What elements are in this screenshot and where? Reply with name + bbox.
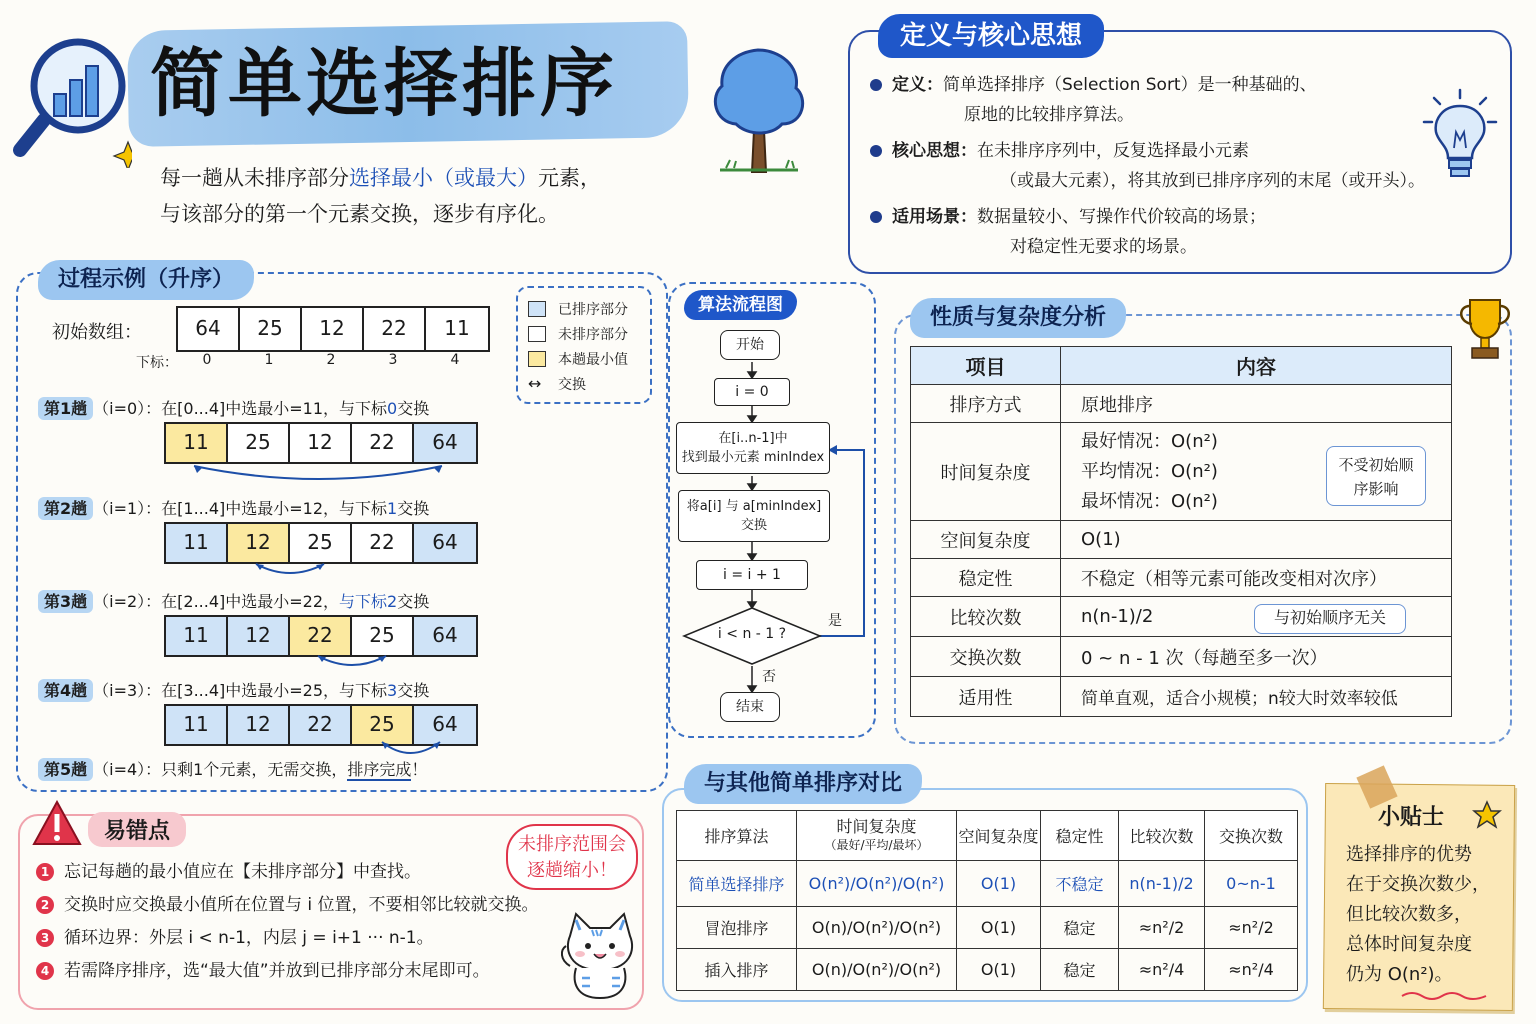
time-note: 不受初始顺序影响 [1326, 446, 1426, 506]
legend-swatch [528, 301, 546, 317]
properties-table [910, 346, 1452, 717]
legend-item: 未排序部分 [528, 321, 640, 346]
core-idea-item: 核心思想：在未排序序列中，反复选择最小元素 （或最大元素），将其放到已排序序列的末尾（或开头）。 [870, 136, 1490, 196]
cat-icon [556, 906, 644, 1002]
index-value: 0 [202, 352, 212, 368]
array-cell: 11 [166, 524, 228, 562]
warning-icon [32, 800, 82, 846]
flowchart-swap: 将a[i] 与 a[minIndex] 交换 [678, 490, 830, 542]
swap-arrow-icon [250, 560, 330, 580]
subtitle-line1-highlight: 选择最小（或最大） [349, 166, 538, 190]
tip-underline [1400, 990, 1490, 1002]
mistakes-heading: 易错点 [88, 812, 186, 847]
array-cell: 64 [414, 617, 476, 655]
subtitle-line2: 与该部分的第一个元素交换，逐步有序化。 [160, 202, 559, 226]
table-header: 时间复杂度 （最好/平均/最坏） [797, 811, 957, 861]
flowchart-find: 在[i..n-1]中 找到最小元素 minIndex [676, 422, 830, 474]
table-header: 稳定性 [1041, 811, 1119, 861]
flowchart-condition-label: i < n - 1 ? [717, 626, 787, 642]
table-header: 项目 [911, 347, 1061, 385]
tip-text: 选择排序的优势 在于交换次数少， 但比较次数多， 总体时间复杂度 仍为 O(n²)。 [1346, 844, 1490, 985]
definition-list [870, 70, 1490, 268]
array-cell: 64 [414, 524, 476, 562]
swap-arrow-icon [180, 462, 460, 486]
step-4-label: 第4趟 （i=3）：在[3...4]中选最小=25，与下标3交换 [38, 678, 429, 701]
array-cell: 64 [178, 308, 240, 350]
process-heading: 过程示例（升序） [38, 260, 254, 300]
array-cell: 25 [352, 617, 414, 655]
array-cell: 12 [290, 424, 352, 462]
step-3-array [164, 615, 478, 657]
array-cell: 64 [414, 706, 476, 744]
array-cell: 12 [228, 617, 290, 655]
swap-arrow-icon: ↔ [528, 374, 542, 393]
index-value: 3 [388, 352, 398, 368]
subtitle-line1-a: 每一趟从未排序部分 [160, 166, 349, 190]
table-header: 空间复杂度 [957, 811, 1041, 861]
table-header: 内容 [1061, 347, 1452, 385]
step-3-label: 第3趟 （i=2）：在[2...4]中选最小=22，与下标2交换 [38, 589, 429, 612]
definition-heading: 定义与核心思想 [878, 14, 1104, 58]
flowchart-yes-label: 是 [828, 613, 842, 629]
comparison-table [676, 810, 1298, 991]
legend-item: 本趟最小值 [528, 346, 640, 371]
flowchart-no-label: 否 [762, 669, 776, 685]
legend [516, 286, 652, 404]
array-cell: 22 [352, 424, 414, 462]
array-cell: 22 [290, 706, 352, 744]
array-cell: 11 [166, 424, 228, 462]
table-row: 空间复杂度 O(1) [911, 521, 1452, 559]
array-cell: 25 [352, 706, 414, 744]
lightbulb-icon [1420, 88, 1500, 184]
index-row [176, 352, 486, 368]
table-row: 适用性 简单直观，适合小规模；n较大时效率较低 [911, 677, 1452, 717]
table-header: 比较次数 [1119, 811, 1205, 861]
index-label: 下标： [136, 355, 178, 371]
array-cell: 22 [352, 524, 414, 562]
index-value: 4 [450, 352, 460, 368]
array-cell: 22 [364, 308, 426, 350]
comparison-heading: 与其他简单排序对比 [684, 764, 922, 804]
table-row: 冒泡排序 O(n)/O(n²)/O(n²) O(1) 稳定 ≈n²/2 ≈n²/2 [677, 907, 1298, 949]
table-row: 排序方式 原地排序 [911, 385, 1452, 423]
number-badge: 4 [36, 962, 54, 980]
legend-item: 已排序部分 [528, 296, 640, 321]
table-row: 时间复杂度 最好情况：O(n²) 平均情况：O(n²) 最坏情况：O(n²) [911, 423, 1452, 521]
array-cell: 64 [414, 424, 476, 462]
flowchart-increment: i = i + 1 [696, 560, 808, 590]
flowchart-init: i = 0 [714, 378, 790, 406]
table-row: 交换次数 0 ~ n - 1 次（每趟至多一次） [911, 637, 1452, 677]
list-item: 2 交换时应交换最小值所在位置与 i 位置，不要相邻比较就交换。 [36, 889, 636, 922]
array-cell: 12 [228, 706, 290, 744]
speech-bubble: 未排序范围会逐趟缩小！ [506, 824, 638, 890]
flowchart-start: 开始 [720, 330, 780, 360]
star-icon [1472, 800, 1502, 830]
table-row: 比较次数 n(n-1)/2 [911, 597, 1452, 637]
index-value: 1 [264, 352, 274, 368]
array-cell: 12 [302, 308, 364, 350]
step-2-array [164, 522, 478, 564]
array-cell: 25 [228, 424, 290, 462]
subtitle-line1-c: 元素， [538, 166, 601, 190]
table-row: 简单选择排序 O(n²)/O(n²)/O(n²) O(1) 不稳定 n(n-1)/2 0~n-1 [677, 861, 1298, 907]
step-1-label: 第1趟 （i=0）：在[0...4]中选最小=11，与下标0交换 [38, 396, 429, 419]
array-cell: 25 [240, 308, 302, 350]
legend-item: ↔ 交换 [528, 374, 586, 393]
initial-array-label: 初始数组： [52, 322, 142, 343]
step-5-label: 第5趟 （i=4）：只剩1个元素，无需交换，排序完成！ [38, 757, 427, 780]
definition-item: 定义：简单选择排序（Selection Sort）是一种基础的、 原地的比较排序算法。 [870, 70, 1490, 130]
flowchart-end: 结束 [720, 692, 780, 722]
number-badge: 2 [36, 896, 54, 914]
legend-swatch [528, 351, 546, 367]
array-cell: 11 [166, 706, 228, 744]
magnifier-chart-icon [12, 28, 132, 168]
step-1-array [164, 422, 478, 464]
array-cell: 25 [290, 524, 352, 562]
table-header: 排序算法 [677, 811, 797, 861]
table-header: 交换次数 [1205, 811, 1298, 861]
step-2-label: 第2趟 （i=1）：在[1...4]中选最小=12，与下标1交换 [38, 496, 429, 519]
table-row: 插入排序 O(n)/O(n²)/O(n²) O(1) 稳定 ≈n²/4 ≈n²/4 [677, 949, 1298, 991]
list-item: 1 忘记每趟的最小值应在【未排序部分】中查找。 [36, 856, 636, 889]
tree-icon [706, 44, 810, 174]
table-header-row [677, 811, 1298, 861]
array-cell: 22 [290, 617, 352, 655]
legend-swatch [528, 326, 546, 342]
array-cell: 12 [228, 524, 290, 562]
scenario-item: 适用场景：数据量较小、写操作代价较高的场景； 对稳定性无要求的场景。 [870, 202, 1490, 262]
tip-heading: 小贴士 [1378, 805, 1445, 830]
properties-heading: 性质与复杂度分析 [910, 298, 1126, 338]
number-badge: 1 [36, 863, 54, 881]
array-cell: 11 [166, 617, 228, 655]
flowchart-heading: 算法流程图 [684, 290, 797, 320]
compare-note: 与初始顺序无关 [1254, 604, 1406, 634]
index-value: 2 [326, 352, 336, 368]
list-item: 3 循环边界：外层 i < n-1，内层 j = i+1 ··· n-1。 [36, 922, 636, 955]
number-badge: 3 [36, 929, 54, 947]
swap-arrow-icon [312, 652, 392, 672]
array-cell: 11 [426, 308, 488, 350]
trophy-icon [1450, 294, 1520, 364]
list-item: 4 若需降序排序，选“最大值”并放到已排序部分末尾即可。 [36, 955, 636, 988]
table-row: 稳定性 不稳定（相等元素可能改变相对次序） [911, 559, 1452, 597]
initial-array [176, 306, 490, 352]
subtitle [160, 160, 720, 232]
page-title: 简单选择排序 [150, 41, 618, 127]
